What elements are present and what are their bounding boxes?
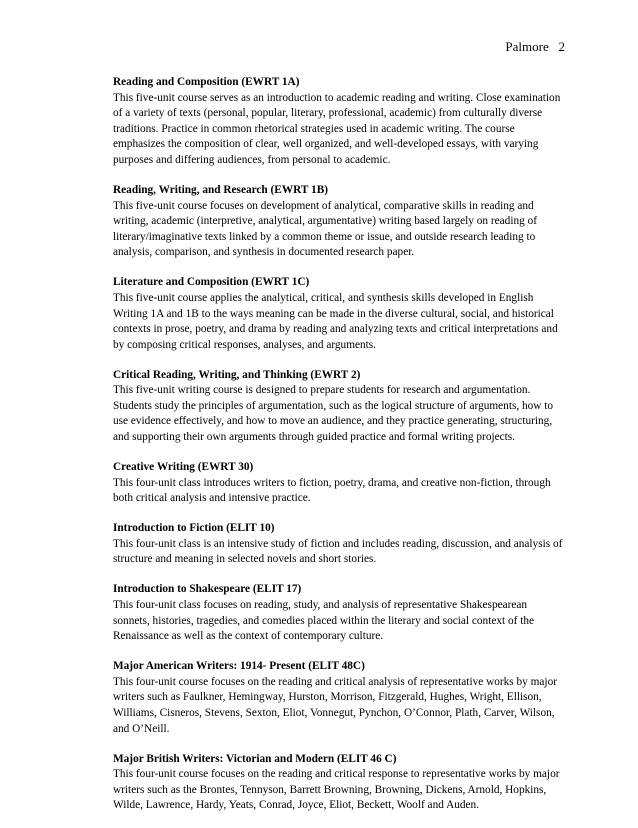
course-title: Reading, Writing, and Research (EWRT 1B) [113,183,328,196]
course-title: Reading and Composition (EWRT 1A) [113,76,300,88]
course-list [113,75,565,828]
course-description: This five-unit course applies the analytical, critical, and synthesis skills developed in English Writing 1A and 1B to the ways meaning can be made in the diverse cultural, social, and historical contexts in prose, poetry, and drama by reading and analyzing texts and critical interpretations and by composing critical responses, analyses, and arguments. [113,291,558,351]
course-description: This five-unit course serves as an introduction to academic reading and writing. Close examination of a variety of texts (personal, popular, literary, professional, academic) from culturally diverse traditions. Practice in common rhetorical strategies used in academic writing. The course emphasizes the composition of clear, well organized, and well-developed essays, with varying purposes and differing audiences, from personal to academic. [113,91,561,166]
course-description: This four-unit class introduces writers to fiction, poetry, drama, and creative non-fiction, through both critical analysis and intensive practice. [113,476,551,505]
course-entry [113,521,565,568]
course-title: Major British Writers: Victorian and Modern (ELIT 46 C) [113,752,397,765]
course-entry [113,368,565,446]
header-page-number: 2 [558,39,565,54]
course-title: Critical Reading, Writing, and Thinking (EWRT 2) [113,368,361,381]
course-entry [113,460,565,507]
running-header [505,39,565,55]
course-title: Major American Writers: 1914- Present (ELIT 48C) [113,660,365,673]
course-description: This four-unit class is an intensive study of fiction and includes reading, discussion, and analysis of structure and meaning in selected novels and short stories. [113,537,563,566]
course-title: Introduction to Shakespeare (ELIT 17) [113,583,302,596]
course-description: This four-unit course focuses on the reading and critical response to representative works by major writers such as the Brontes, Tennyson, Barrett Browning, Browning, Dickens, Arnold, Hopkins, Wilde, Lawrence, Hardy, Yeats, Conrad, Joyce, Eliot, Beckett, Woolf and Auden. [113,768,560,812]
course-title: Introduction to Fiction (ELIT 10) [113,522,275,535]
course-entry [113,75,565,169]
course-entry [113,659,565,737]
course-entry [113,183,565,261]
course-entry [113,582,565,644]
course-entry [113,275,565,353]
course-description: This four-unit course focuses on the reading and critical analysis of representative works by major writers such as Faulkner, Hemingway, Hurston, Morrison, Fitzgerald, Hughes, Wright, Ellison, Williams, Cisneros, Stevens, Sexton, Eliot, Vonnegut, Pynchon, O’Connor, Plath, Carver, Wilson, and O’Neill. [113,675,557,735]
course-description: This five-unit writing course is designed to prepare students for research and argumentation. Students study the principles of argumentation, such as the logical structure of arguments, how to use evidence effectively, and how to move an audience, and they practice generating, structuring, and supporting their own arguments through guided practice and formal writing projects. [113,384,554,444]
course-description: This four-unit class focuses on reading, study, and analysis of representative Shakespearean sonnets, histories, tragedies, and comedies placed within the literary and social context of the Renaissance as well as the context of contemporary culture. [113,598,534,643]
course-description: This five-unit course focuses on development of analytical, comparative skills in reading and writing, academic (interpretive, analytical, argumentative) writing based largely on reading of literary/imaginative texts linked by a common theme or issue, and outside research leading to analysis, comparison, and synthesis in documented research paper. [113,199,537,259]
course-entry [113,752,565,814]
course-title: Creative Writing (EWRT 30) [113,461,254,474]
header-author: Palmore [505,39,549,54]
course-title: Literature and Composition (EWRT 1C) [113,276,310,289]
